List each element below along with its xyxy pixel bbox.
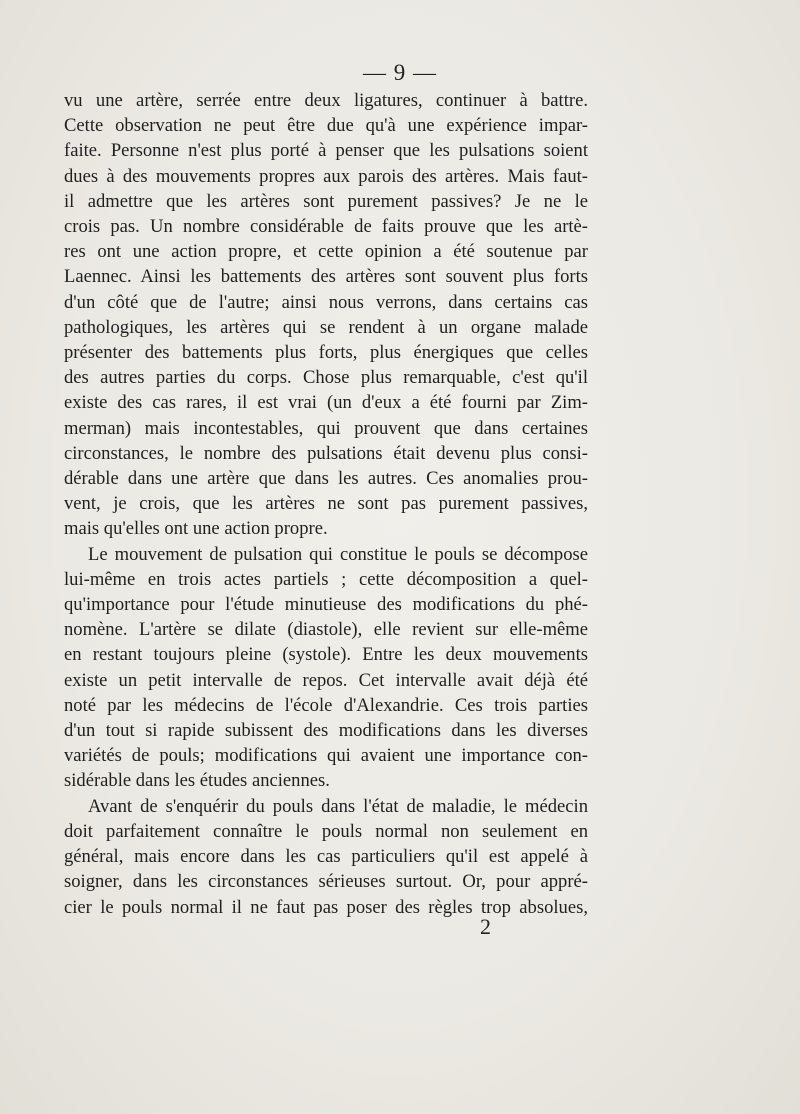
text-line: dues à des mouvements propres aux parois des artères. Mais faut- [64,165,588,187]
text-line: noté par les médecins de l'école d'Alexandrie. Ces trois parties [64,694,588,716]
text-line: variétés de pouls; modifications qui avaient une importance con- [64,745,588,767]
paragraph [64,88,588,542]
text-line: vu une artère, serrée entre deux ligatures, continuer à battre. [64,90,588,111]
text-line: mais qu'elles ont une action propre. [64,518,328,540]
text-line: Laennec. Ainsi les battements des artères sont souvent plus forts [64,266,588,288]
paragraph [64,542,588,794]
body-text [64,88,588,920]
text-line: en restant toujours pleine (systole). Entre les deux mouvements [64,644,588,666]
text-line: dérable dans une artère que dans les autres. Ces anomalies prou- [64,468,588,490]
page-number: — 9 — [363,60,437,85]
text-line: il admettre que les artères sont purement passives? Je ne le [64,190,588,212]
text-line: pathologiques, les artères qui se rendent à un organe malade [64,316,588,338]
text-line: lui-même en trois actes partiels ; cette décomposition a quel- [64,568,588,590]
text-line: crois pas. Un nombre considérable de faits prouve que les artè- [64,216,588,238]
text-line: circonstances, le nombre des pulsations était devenu plus consi- [64,442,588,464]
text-line: présenter des battements plus forts, plus énergiques que celles [64,342,588,364]
text-line: res ont une action propre, et cette opinion a été soutenue par [64,241,588,263]
text-line: qu'importance pour l'étude minutieuse des modifications du phé- [64,594,588,616]
text-line: nomène. L'artère se dilate (diastole), elle revient sur elle-même [64,619,588,641]
text-line: général, mais encore dans les cas particuliers qu'il est appelé à [64,846,588,868]
text-line: des autres parties du corps. Chose plus remarquable, c'est qu'il [64,367,588,389]
text-line: existe des cas rares, il est vrai (un d'eux a été fourni par Zim- [64,392,588,414]
text-line: sidérable dans les études anciennes. [64,770,330,792]
text-line: d'un côté que de l'autre; ainsi nous verrons, dans certains cas [64,291,588,313]
text-line: cier le pouls normal il ne faut pas poser des règles trop absolues, [64,896,588,918]
text-line: vent, je crois, que les artères ne sont pas purement passives, [64,493,588,515]
text-line: merman) mais incontestables, qui prouvent que dans certaines [64,417,588,439]
text-line: Cette observation ne peut être due qu'à une expérience impar- [64,115,588,137]
text-line: doit parfaitement connaître le pouls normal non seulement en [64,820,588,842]
signature-mark: 2 [480,914,491,939]
text-line: existe un petit intervalle de repos. Cet intervalle avait déjà été [64,669,588,691]
text-line: Le mouvement de pulsation qui constitue le pouls se décompose [88,543,588,565]
text-line: Avant de s'enquérir du pouls dans l'état de maladie, le médecin [88,795,588,817]
text-line: faite. Personne n'est plus porté à penser que les pulsations soient [64,140,588,162]
text-line: soigner, dans les circonstances sérieuses surtout. Or, pour appré- [64,871,588,893]
text-line: d'un tout si rapide subissent des modifications dans les diverses [64,720,588,742]
paragraph [64,794,588,920]
